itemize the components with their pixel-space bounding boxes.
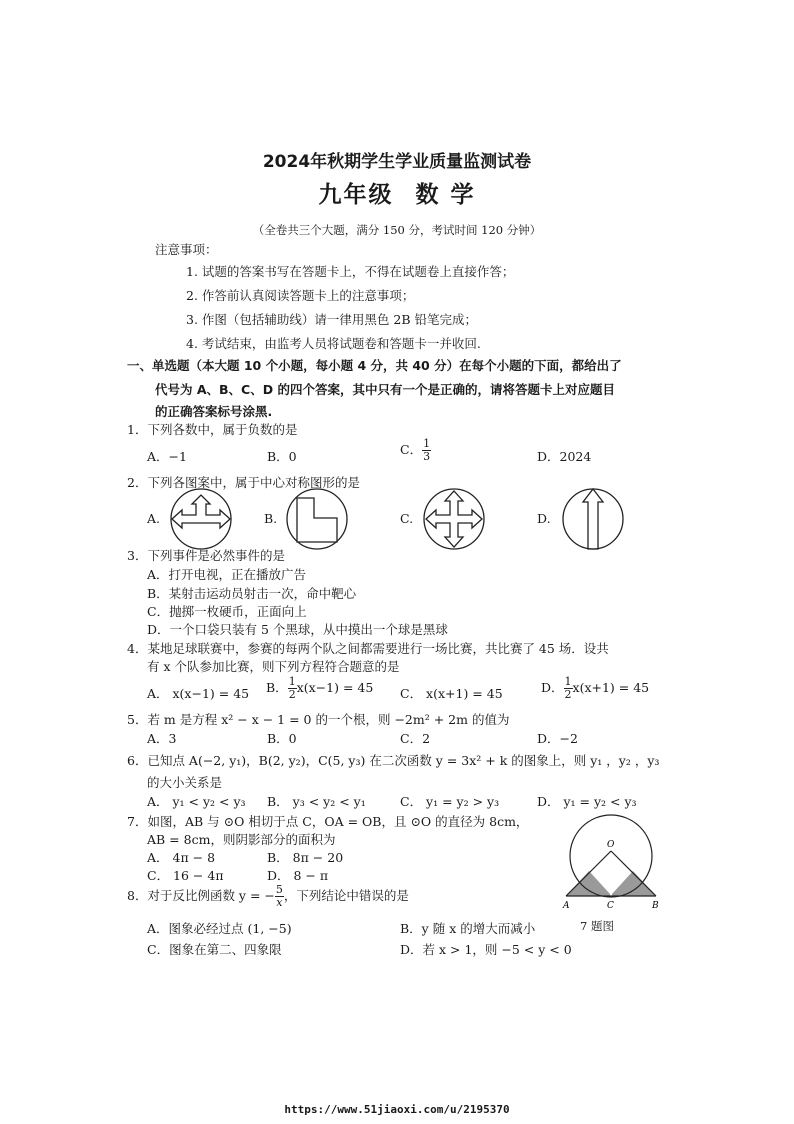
q6-stem-line2: 的大小关系是 (147, 775, 223, 790)
q8-option-c: C．图象在第二、四象限 (147, 942, 282, 957)
q3-option-c: C．抛掷一枚硬币，正面向上 (147, 604, 307, 619)
q7-option-b: B． 8π − 20 (267, 850, 344, 865)
fraction: $\frac{1}{2}$ (564, 675, 572, 701)
q4-stem-line2: 有 x 个队参加比赛，则下列方程符合题意的是 (147, 659, 400, 674)
q3-option-a: A．打开电视，正在播放广告 (147, 567, 307, 582)
q7-figure-caption: 7 题图 (580, 919, 614, 933)
q4-option-b: B． $\frac{1}{2}$ x(x−1) = 45 (266, 675, 374, 701)
q2-stem: 2．下列各图案中，属于中心对称图形的是 (127, 475, 360, 490)
notice-heading: 注意事项： (155, 242, 218, 257)
label-b: B (652, 901, 659, 911)
q1-option-a: A．−1 (147, 449, 187, 464)
q6-stem-line1: 6．已知点 A(−2, y₁)，B(2, y₂)，C(5, y₃) 在二次函数 y = 3x² + k 的图象上，则 y₁ ，y₂ ，y₃ (127, 753, 660, 768)
notice-item: 2. 作答前认真阅读答题卡上的注意事项； (186, 288, 415, 303)
q4-option-a: A． x(x−1) = 45 (147, 686, 250, 701)
q8-option-b: B．y 随 x 的增大而减小 (400, 921, 536, 936)
q5-option-c: C．2 (400, 731, 431, 746)
fraction: $\frac{1}{3}$ (423, 437, 431, 463)
q2-figure-d (560, 486, 626, 552)
section1-line2: 代号为 A、B、C、D 的四个答案，其中只有一个是正确的，请将答题卡上对应题目 (155, 382, 615, 397)
q2-figure-a (168, 486, 234, 552)
footer-url[interactable]: https://www.51jiaoxi.com/u/2195370 (284, 1103, 510, 1116)
q7-option-a: A． 4π − 8 (147, 850, 216, 865)
fraction: $\frac{5}{x}$ (275, 883, 283, 909)
q1-stem: 1．下列各数中，属于负数的是 (127, 422, 298, 437)
q6-option-d: D． y₁ = y₂ < y₃ (537, 794, 637, 809)
q7-option-c: C． 16 − 4π (147, 868, 224, 883)
q8-stem: 8．对于反比例函数 y = − $\frac{5}{x}$ ，下列结论中错误的是 (127, 883, 409, 909)
q5-option-d: D．−2 (537, 731, 578, 746)
section1-heading: 一、单选题（本大题 10 个小题，每小题 4 分，共 40 分）在每个小题的下面，都给出了 (127, 358, 622, 373)
q7-option-d: D． 8 − π (267, 868, 329, 883)
q3-option-b: B．某射击运动员射击一次，命中靶心 (147, 586, 357, 601)
exam-title: 2024年秋期学生学业质量监测试卷 (262, 152, 532, 172)
q7-stem-line1: 7．如图，AB 与 ⊙O 相切于点 C，OA = OB，且 ⊙O 的直径为 8cm， (127, 814, 529, 829)
fraction: $\frac{1}{2}$ (288, 675, 296, 701)
q2-figure-b (284, 486, 350, 552)
q7-stem-line2: AB = 8cm，则阴影部分的面积为 (147, 832, 336, 847)
notice-item: 4. 考试结束，由监考人员将试题卷和答题卡一并收回. (186, 336, 481, 351)
section1-line3: 的正确答案标号涂黑. (155, 404, 273, 419)
q6-option-b: B． y₃ < y₂ < y₁ (267, 794, 366, 809)
q7-figure (560, 812, 662, 912)
q4-stem-line1: 4．某地足球联赛中，参赛的每两个队之间都需要进行一场比赛，共比赛了 45 场．设共 (127, 641, 609, 656)
q2-option-b: B. (264, 511, 278, 526)
q2-option-c: C. (400, 511, 414, 526)
exam-info: （全卷共三个大题，满分 150 分，考试时间 120 分钟） (252, 223, 542, 237)
q5-option-b: B．0 (267, 731, 297, 746)
q4-option-d: D． $\frac{1}{2}$ x(x+1) = 45 (541, 675, 650, 701)
notice-item: 3. 作图（包括辅助线）请一律用黑色 2B 铅笔完成； (186, 312, 477, 327)
q3-option-d: D．一个口袋只装有 5 个黑球，从中摸出一个球是黑球 (147, 622, 448, 637)
subject-label: 数 学 (415, 181, 476, 208)
label-c: C (607, 901, 614, 911)
q5-stem: 5．若 m 是方程 x² − x − 1 = 0 的一个根，则 −2m² + 2m 的值为 (127, 712, 510, 727)
notice-item: 1. 试题的答案书写在答题卡上，不得在试题卷上直接作答； (186, 264, 515, 279)
q8-option-d: D．若 x > 1，则 −5 < y < 0 (400, 942, 572, 957)
grade-label: 九年级 (318, 181, 394, 208)
q2-option-d: D. (537, 511, 551, 526)
label-a: A (563, 901, 570, 911)
q4-option-c: C． x(x+1) = 45 (400, 686, 503, 701)
q1-option-c: C． $\frac{1}{3}$ (400, 437, 431, 463)
q8-option-a: A．图象必经过点 (1, −5) (147, 921, 292, 936)
exam-subtitle (0, 176, 794, 209)
q1-option-d: D．2024 (537, 449, 592, 464)
q2-figure-c (421, 486, 487, 552)
q5-option-a: A．3 (147, 731, 177, 746)
q6-option-c: C． y₁ = y₂ > y₃ (400, 794, 500, 809)
q2-option-a: A. (147, 511, 161, 526)
q6-option-a: A． y₁ < y₂ < y₃ (147, 794, 246, 809)
q3-stem: 3．下列事件是必然事件的是 (127, 548, 285, 563)
label-o: O (607, 840, 615, 850)
q1-option-b: B．0 (267, 449, 297, 464)
